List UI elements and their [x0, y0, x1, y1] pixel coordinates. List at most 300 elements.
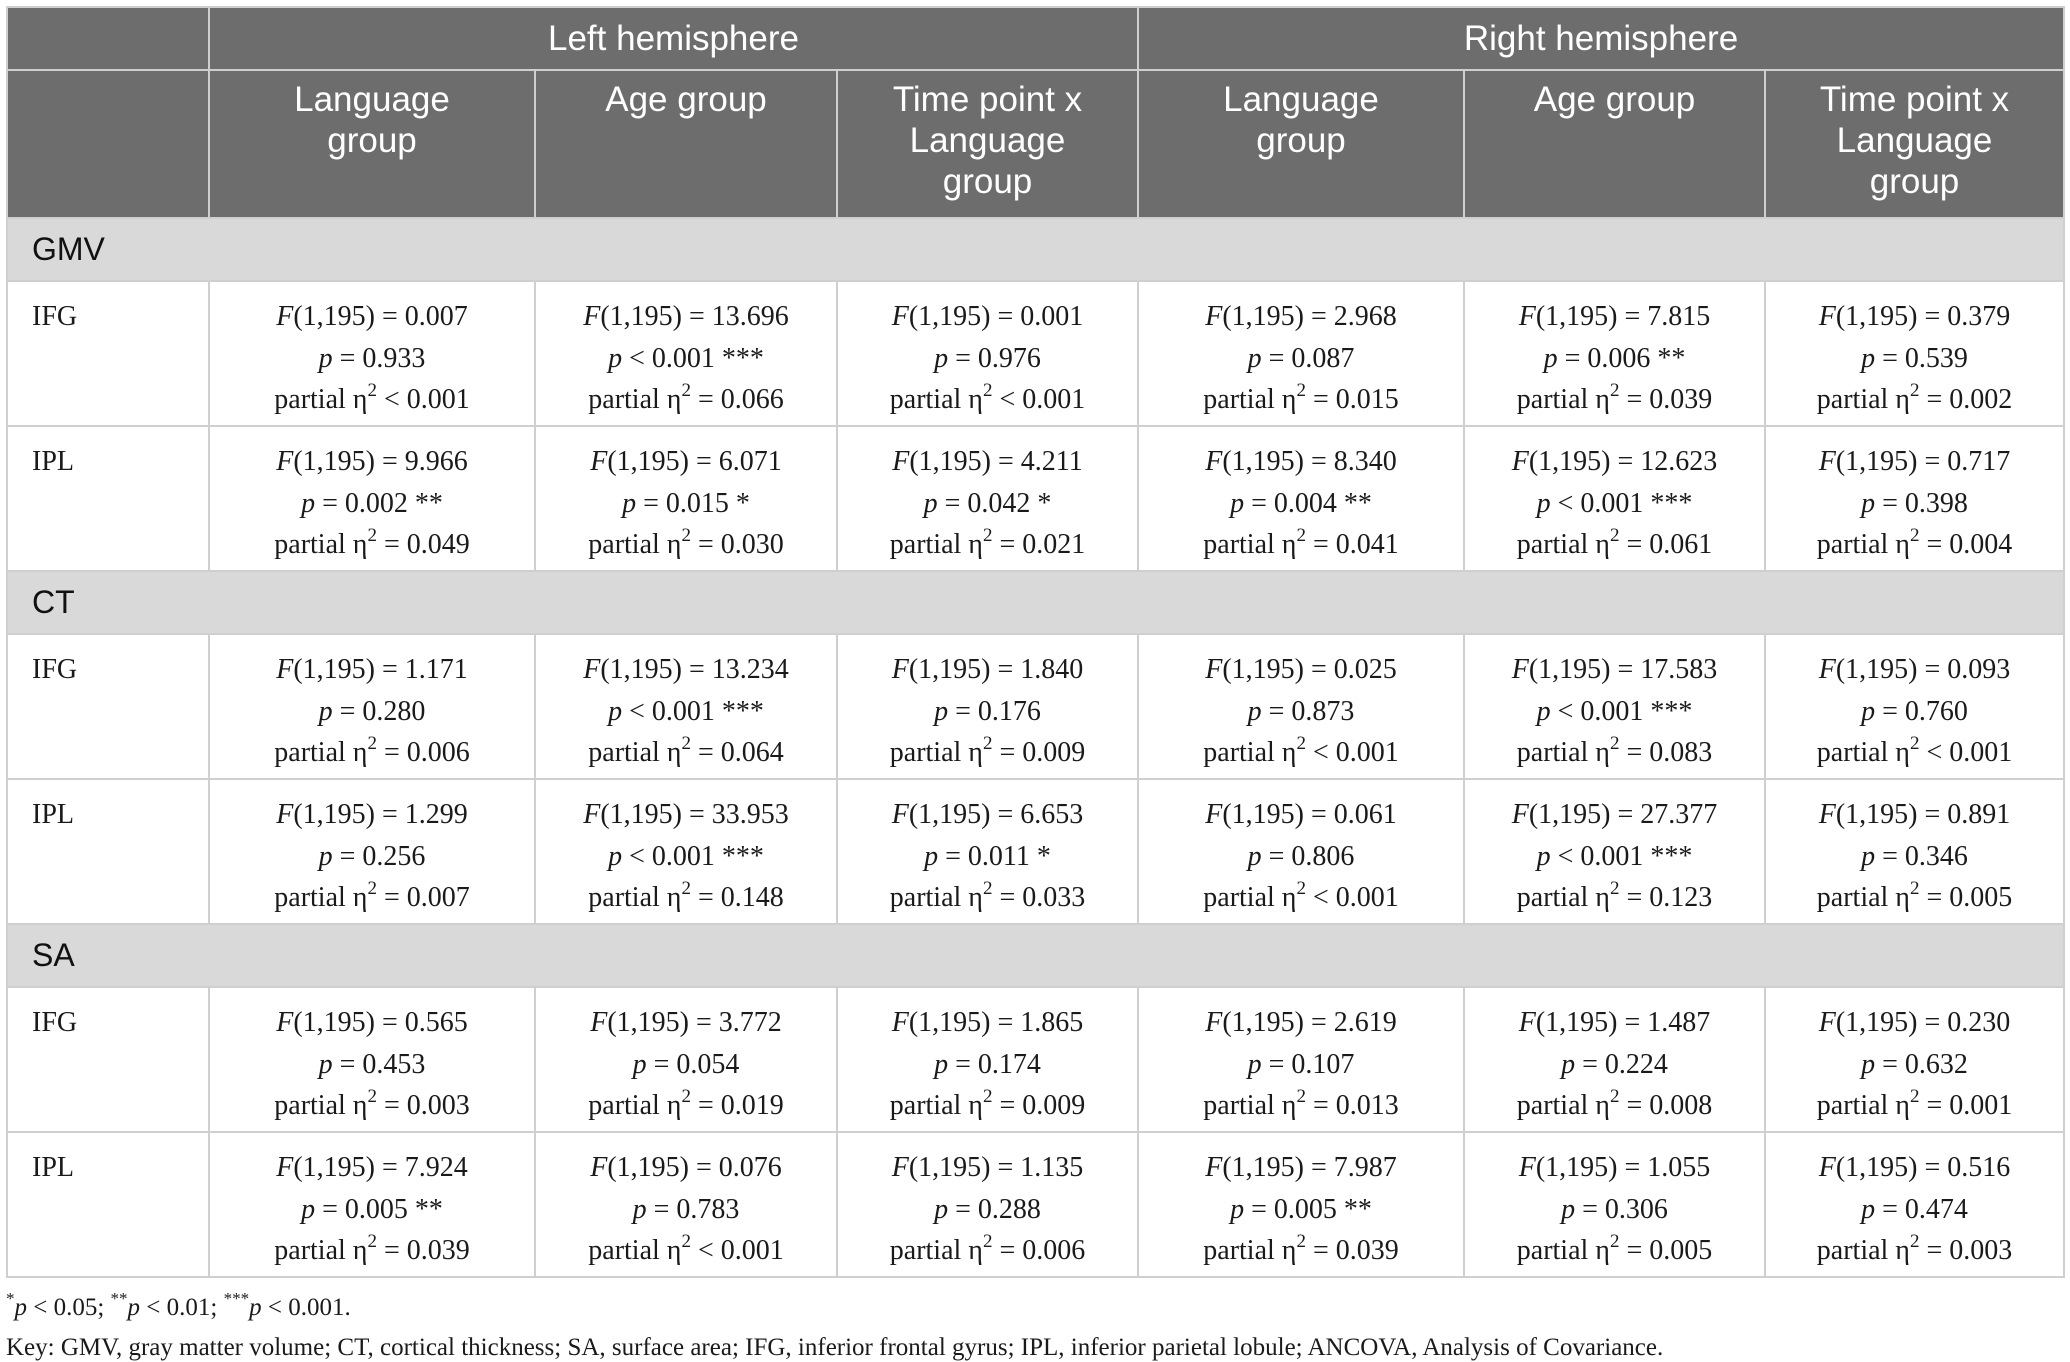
p-symbol: p: [1861, 840, 1876, 872]
p-value: = 0.004 **: [1244, 487, 1372, 519]
eta-value: = 0.003: [1919, 1235, 2013, 1266]
p-value-line: [1766, 1189, 2063, 1231]
region-label: IFG: [7, 634, 209, 779]
eta-superscript: 2: [1296, 732, 1306, 754]
region-label: IFG: [7, 281, 209, 426]
p-value-line: [1139, 1189, 1463, 1231]
column-header-line: Language: [1836, 121, 1993, 160]
eta-value: = 0.009: [992, 1090, 1086, 1121]
p-value: = 0.224: [1575, 1048, 1668, 1080]
eta-superscript: 2: [1909, 1230, 1920, 1252]
p-value: = 0.176: [948, 695, 1041, 727]
stat-cell: [837, 634, 1138, 779]
p-symbol: p: [1247, 1048, 1262, 1080]
effect-size-line: [1465, 1085, 1764, 1127]
f-symbol: F: [891, 799, 909, 830]
f-value: (1,195) = 33.953: [600, 799, 789, 830]
f-symbol: F: [583, 301, 601, 332]
p-value: = 0.006 **: [1557, 342, 1686, 374]
stat-cell: [1765, 1132, 2064, 1277]
eta-superscript: 2: [681, 524, 691, 546]
p-value-line: [1465, 1044, 1764, 1086]
p-symbol: p: [1861, 342, 1876, 374]
eta-superscript: 2: [1909, 877, 1920, 899]
effect-size-line: [1139, 732, 1463, 774]
eta-superscript: 2: [367, 1230, 377, 1252]
stat-cell: [535, 779, 837, 924]
column-header-line: group: [1869, 162, 1960, 201]
p-symbol: p: [608, 695, 623, 727]
section-row-gmv: [7, 218, 2064, 281]
eta-prefix: partial η: [1203, 1235, 1297, 1266]
eta-superscript: 2: [1609, 877, 1620, 899]
f-value: (1,195) = 7.815: [1535, 301, 1711, 332]
f-value: (1,195) = 12.623: [1528, 446, 1718, 477]
effect-size-line: [838, 877, 1137, 919]
eta-prefix: partial η: [1516, 737, 1610, 768]
column-header-line: Age group: [1533, 80, 1696, 119]
p-symbol: p: [301, 487, 316, 519]
f-statistic: [838, 794, 1137, 836]
eta-prefix: partial η: [889, 737, 983, 768]
f-statistic: [210, 794, 534, 836]
p-value-line: [838, 836, 1137, 878]
eta-superscript: 2: [681, 1085, 691, 1107]
p-value-line: [1766, 1044, 2063, 1086]
p-symbol: p: [1247, 695, 1262, 727]
stat-cell: [535, 987, 837, 1132]
p-value-line: [1139, 338, 1463, 380]
f-value: (1,195) = 2.968: [1222, 301, 1397, 332]
p-symbol: p: [1861, 487, 1876, 519]
eta-superscript: 2: [681, 732, 691, 754]
f-statistic: [1465, 441, 1764, 483]
effect-size-line: [210, 1085, 534, 1127]
p-value: = 0.005 **: [315, 1193, 443, 1225]
f-symbol: F: [583, 654, 601, 685]
f-statistic: [210, 1147, 534, 1189]
p-value: = 0.107: [1261, 1048, 1355, 1080]
f-value: (1,195) = 0.379: [1835, 301, 2011, 332]
eta-value: = 0.064: [690, 737, 784, 768]
p-symbol: p: [1561, 1048, 1576, 1080]
stat-cell: [837, 426, 1138, 571]
ancova-results-table: [6, 6, 2065, 1278]
footnote-threshold: < 0.01;: [140, 1294, 224, 1321]
f-value: (1,195) = 13.696: [600, 301, 789, 332]
f-value: (1,195) = 1.840: [908, 654, 1084, 685]
p-value-line: [536, 1189, 836, 1231]
stat-cell: [1138, 281, 1464, 426]
f-symbol: F: [1818, 654, 1836, 685]
f-value: (1,195) = 2.619: [1222, 1007, 1397, 1038]
f-statistic: [210, 441, 534, 483]
eta-superscript: 2: [367, 524, 377, 546]
p-symbol: p: [301, 1193, 316, 1225]
f-value: (1,195) = 0.093: [1835, 654, 2011, 685]
eta-value: = 0.030: [690, 529, 784, 560]
table-footnotes: [6, 1288, 1663, 1362]
effect-size-line: [838, 524, 1137, 566]
p-value-line: [1766, 691, 2063, 733]
stat-cell: [535, 426, 837, 571]
eta-prefix: partial η: [274, 1090, 368, 1121]
f-symbol: F: [276, 654, 294, 685]
f-statistic: [536, 441, 836, 483]
column-header-line: Language: [909, 121, 1066, 160]
stat-cell: [1138, 987, 1464, 1132]
f-value: (1,195) = 7.987: [1222, 1152, 1397, 1183]
p-value: < 0.001 ***: [622, 342, 764, 374]
stat-cell: [209, 779, 535, 924]
section-row-ct: [7, 571, 2064, 634]
column-header-line: Time point x: [1819, 80, 2010, 119]
eta-value: = 0.007: [376, 882, 470, 913]
eta-value: = 0.049: [376, 529, 470, 560]
p-symbol: p: [1247, 840, 1262, 872]
p-value: = 0.054: [646, 1048, 740, 1080]
f-value: (1,195) = 7.924: [293, 1152, 468, 1183]
p-value-line: [838, 338, 1137, 380]
p-value: < 0.001 ***: [1550, 487, 1693, 519]
eta-prefix: partial η: [1816, 737, 1910, 768]
f-value: (1,195) = 0.516: [1835, 1152, 2011, 1183]
p-value-line: [1139, 1044, 1463, 1086]
stat-cell: [837, 281, 1138, 426]
section-label: SA: [7, 924, 2064, 987]
eta-superscript: 2: [681, 379, 691, 401]
eta-prefix: partial η: [274, 882, 368, 913]
p-symbol: p: [608, 342, 623, 374]
p-symbol: p: [1561, 1193, 1576, 1225]
effect-size-line: [1465, 379, 1764, 421]
p-value: = 0.933: [332, 342, 426, 374]
eta-prefix: partial η: [1203, 737, 1297, 768]
p-value: < 0.001 ***: [622, 840, 764, 872]
effect-size-line: [838, 1085, 1137, 1127]
eta-prefix: partial η: [889, 882, 983, 913]
table-row: [7, 987, 2064, 1132]
eta-superscript: 2: [1909, 524, 1920, 546]
effect-size-line: [210, 732, 534, 774]
key-footnote: Key: GMV, gray matter volume; CT, cortical thickness; SA, surface area; IFG, inferior frontal gyrus; IPL, inferior parietal lobule; ANCOVA, Analysis of Covariance.: [6, 1334, 1664, 1361]
f-symbol: F: [1818, 799, 1836, 830]
column-header-line: group: [942, 162, 1033, 201]
f-statistic: [1139, 1002, 1463, 1044]
eta-value: = 0.019: [690, 1090, 784, 1121]
eta-prefix: partial η: [274, 384, 368, 415]
column-header-0: [209, 70, 535, 218]
p-value: = 0.288: [948, 1193, 1041, 1225]
p-symbol: p: [923, 487, 938, 519]
eta-value: = 0.021: [992, 529, 1086, 560]
effect-size-line: [1139, 524, 1463, 566]
stat-cell: [1138, 634, 1464, 779]
significance-footnote: [6, 1288, 1663, 1328]
p-symbol: p: [1861, 1193, 1876, 1225]
eta-prefix: partial η: [274, 529, 368, 560]
f-statistic: [1465, 649, 1764, 691]
eta-value: < 0.001: [992, 384, 1086, 415]
table-row: [7, 779, 2064, 924]
p-value: = 0.346: [1875, 840, 1968, 872]
section-label: CT: [7, 571, 2064, 634]
p-symbol: p: [934, 695, 949, 727]
effect-size-line: [1766, 877, 2063, 919]
footnote-p-symbol: p: [127, 1294, 141, 1321]
p-value-line: [536, 691, 836, 733]
effect-size-line: [838, 732, 1137, 774]
p-value: = 0.539: [1875, 342, 1968, 374]
effect-size-line: [1139, 1085, 1463, 1127]
effect-size-line: [1766, 1230, 2063, 1272]
eta-prefix: partial η: [1516, 384, 1610, 415]
eta-superscript: 2: [681, 877, 691, 899]
footnote-p-symbol: p: [249, 1294, 262, 1321]
p-value: = 0.011 *: [938, 840, 1051, 872]
results-table-container: [6, 6, 2063, 1278]
f-value: (1,195) = 0.001: [908, 301, 1084, 332]
p-value: = 0.474: [1875, 1193, 1968, 1225]
eta-superscript: 2: [982, 1085, 993, 1107]
p-value: = 0.042 *: [937, 487, 1052, 519]
f-statistic: [1766, 649, 2063, 691]
stat-cell: [1464, 1132, 1765, 1277]
f-value: (1,195) = 1.055: [1535, 1152, 1711, 1183]
eta-prefix: partial η: [1816, 1090, 1910, 1121]
f-statistic: [1465, 1147, 1764, 1189]
f-statistic: [1139, 794, 1463, 836]
p-value-line: [838, 1044, 1137, 1086]
f-statistic: [210, 296, 534, 338]
f-symbol: F: [1205, 446, 1223, 477]
stat-cell: [1464, 779, 1765, 924]
effect-size-line: [838, 379, 1137, 421]
stat-cell: [1464, 634, 1765, 779]
eta-superscript: 2: [367, 877, 377, 899]
column-header-line: Age group: [605, 80, 767, 119]
effect-size-line: [1766, 524, 2063, 566]
effect-size-line: [1465, 524, 1764, 566]
p-value: = 0.087: [1261, 342, 1355, 374]
p-symbol: p: [632, 1193, 647, 1225]
f-statistic: [838, 649, 1137, 691]
f-symbol: F: [1205, 1152, 1223, 1183]
eta-value: = 0.066: [690, 384, 784, 415]
eta-value: = 0.006: [376, 737, 470, 768]
eta-value: = 0.033: [992, 882, 1086, 913]
f-statistic: [210, 1002, 534, 1044]
footnote-marker: ***: [223, 1288, 250, 1308]
footnote-threshold: < 0.05;: [27, 1294, 111, 1321]
eta-superscript: 2: [1909, 732, 1920, 754]
f-symbol: F: [1511, 446, 1529, 477]
f-value: (1,195) = 17.583: [1528, 654, 1718, 685]
f-symbol: F: [590, 1007, 608, 1038]
footnote-marker: *: [6, 1288, 15, 1308]
eta-value: = 0.002: [1919, 384, 2013, 415]
p-symbol: p: [924, 840, 939, 872]
column-header-line: group: [327, 121, 417, 160]
eta-superscript: 2: [681, 1230, 691, 1252]
f-statistic: [1766, 794, 2063, 836]
eta-value: = 0.001: [1919, 1090, 2013, 1121]
effect-size-line: [536, 732, 836, 774]
p-symbol: p: [1543, 342, 1558, 374]
eta-value: < 0.001: [376, 384, 470, 415]
stat-cell: [535, 1132, 837, 1277]
eta-prefix: partial η: [588, 737, 682, 768]
f-value: (1,195) = 6.653: [908, 799, 1084, 830]
f-symbol: F: [1511, 799, 1529, 830]
eta-value: = 0.013: [1305, 1090, 1399, 1121]
f-value: (1,195) = 13.234: [600, 654, 789, 685]
p-value-line: [536, 483, 836, 525]
column-header-line: Language: [1223, 80, 1379, 119]
eta-value: = 0.148: [690, 882, 784, 913]
eta-superscript: 2: [1609, 379, 1620, 401]
f-symbol: F: [590, 446, 608, 477]
stat-cell: [1765, 987, 2064, 1132]
f-value: (1,195) = 9.966: [293, 446, 468, 477]
f-statistic: [210, 649, 534, 691]
footnote-marker: **: [110, 1288, 128, 1308]
region-label: IFG: [7, 987, 209, 1132]
effect-size-line: [1465, 732, 1764, 774]
eta-superscript: 2: [1609, 1085, 1620, 1107]
p-value: = 0.256: [332, 840, 426, 872]
f-value: (1,195) = 1.299: [293, 799, 468, 830]
eta-prefix: partial η: [1516, 882, 1610, 913]
f-symbol: F: [1518, 301, 1536, 332]
f-statistic: [1139, 1147, 1463, 1189]
eta-prefix: partial η: [1516, 1090, 1610, 1121]
header-row-hemisphere: [7, 7, 2064, 70]
p-value: = 0.002 **: [315, 487, 443, 519]
p-value-line: [1766, 338, 2063, 380]
f-symbol: F: [276, 1152, 294, 1183]
eta-value: < 0.001: [1305, 737, 1399, 768]
eta-prefix: partial η: [588, 1235, 682, 1266]
section-label: GMV: [7, 218, 2064, 281]
eta-value: = 0.006: [992, 1235, 1086, 1266]
p-value: = 0.280: [332, 695, 426, 727]
column-header-1: [535, 70, 837, 218]
eta-superscript: 2: [367, 732, 377, 754]
column-header-line: Language: [294, 80, 450, 119]
p-value-line: [210, 691, 534, 733]
f-value: (1,195) = 6.071: [607, 446, 782, 477]
f-symbol: F: [891, 301, 909, 332]
effect-size-line: [1766, 1085, 2063, 1127]
column-header-line: Time point x: [892, 80, 1083, 119]
eta-superscript: 2: [1296, 379, 1306, 401]
p-value-line: [1139, 836, 1463, 878]
f-symbol: F: [1818, 446, 1836, 477]
p-value-line: [210, 1189, 534, 1231]
p-value-line: [838, 1189, 1137, 1231]
f-statistic: [1766, 1147, 2063, 1189]
p-symbol: p: [1536, 487, 1551, 519]
f-statistic: [1139, 296, 1463, 338]
stat-cell: [209, 634, 535, 779]
p-value-line: [1766, 483, 2063, 525]
f-statistic: [1766, 441, 2063, 483]
p-value-line: [1465, 836, 1764, 878]
f-value: (1,195) = 0.717: [1835, 446, 2011, 477]
p-symbol: p: [1536, 695, 1551, 727]
effect-size-line: [1139, 1230, 1463, 1272]
p-value-line: [210, 483, 534, 525]
p-value-line: [1139, 691, 1463, 733]
eta-superscript: 2: [982, 877, 993, 899]
region-label: IPL: [7, 426, 209, 571]
stat-cell: [209, 1132, 535, 1277]
eta-value: = 0.005: [1619, 1235, 1713, 1266]
p-value: = 0.783: [646, 1193, 740, 1225]
column-header-3: [1138, 70, 1464, 218]
p-symbol: p: [318, 695, 333, 727]
p-symbol: p: [622, 487, 637, 519]
f-value: (1,195) = 0.230: [1835, 1007, 2011, 1038]
table-row: [7, 634, 2064, 779]
eta-superscript: 2: [1609, 732, 1620, 754]
f-symbol: F: [891, 1152, 909, 1183]
stat-cell: [1464, 987, 1765, 1132]
stat-cell: [1765, 281, 2064, 426]
eta-prefix: partial η: [1516, 529, 1610, 560]
f-symbol: F: [276, 301, 294, 332]
stat-cell: [1138, 426, 1464, 571]
effect-size-line: [1766, 732, 2063, 774]
p-value: = 0.306: [1575, 1193, 1668, 1225]
p-symbol: p: [934, 342, 949, 374]
table-row: [7, 1132, 2064, 1277]
eta-value: = 0.009: [992, 737, 1086, 768]
f-value: (1,195) = 0.891: [1835, 799, 2011, 830]
table-row: [7, 426, 2064, 571]
f-statistic: [536, 1147, 836, 1189]
p-value: = 0.005 **: [1244, 1193, 1372, 1225]
f-value: (1,195) = 0.025: [1222, 654, 1397, 685]
p-value: = 0.015 *: [636, 487, 750, 519]
column-header-4: [1464, 70, 1765, 218]
stat-cell: [1138, 1132, 1464, 1277]
p-symbol: p: [318, 342, 333, 374]
p-symbol: p: [1247, 342, 1262, 374]
stat-cell: [1138, 779, 1464, 924]
eta-prefix: partial η: [1816, 529, 1910, 560]
p-symbol: p: [934, 1048, 949, 1080]
effect-size-line: [1766, 379, 2063, 421]
f-statistic: [838, 1002, 1137, 1044]
eta-prefix: partial η: [1203, 1090, 1297, 1121]
stat-cell: [209, 987, 535, 1132]
footnote-p-symbol: p: [14, 1294, 27, 1321]
p-value-line: [1139, 483, 1463, 525]
f-symbol: F: [1205, 1007, 1223, 1038]
eta-superscript: 2: [982, 732, 993, 754]
eta-prefix: partial η: [889, 1090, 983, 1121]
p-symbol: p: [1230, 1193, 1245, 1225]
column-header-2: [837, 70, 1138, 218]
effect-size-line: [536, 877, 836, 919]
eta-value: = 0.005: [1919, 882, 2013, 913]
effect-size-line: [1465, 1230, 1764, 1272]
eta-superscript: 2: [982, 379, 993, 401]
p-value: < 0.001 ***: [1550, 695, 1693, 727]
eta-value: < 0.001: [1919, 737, 2013, 768]
